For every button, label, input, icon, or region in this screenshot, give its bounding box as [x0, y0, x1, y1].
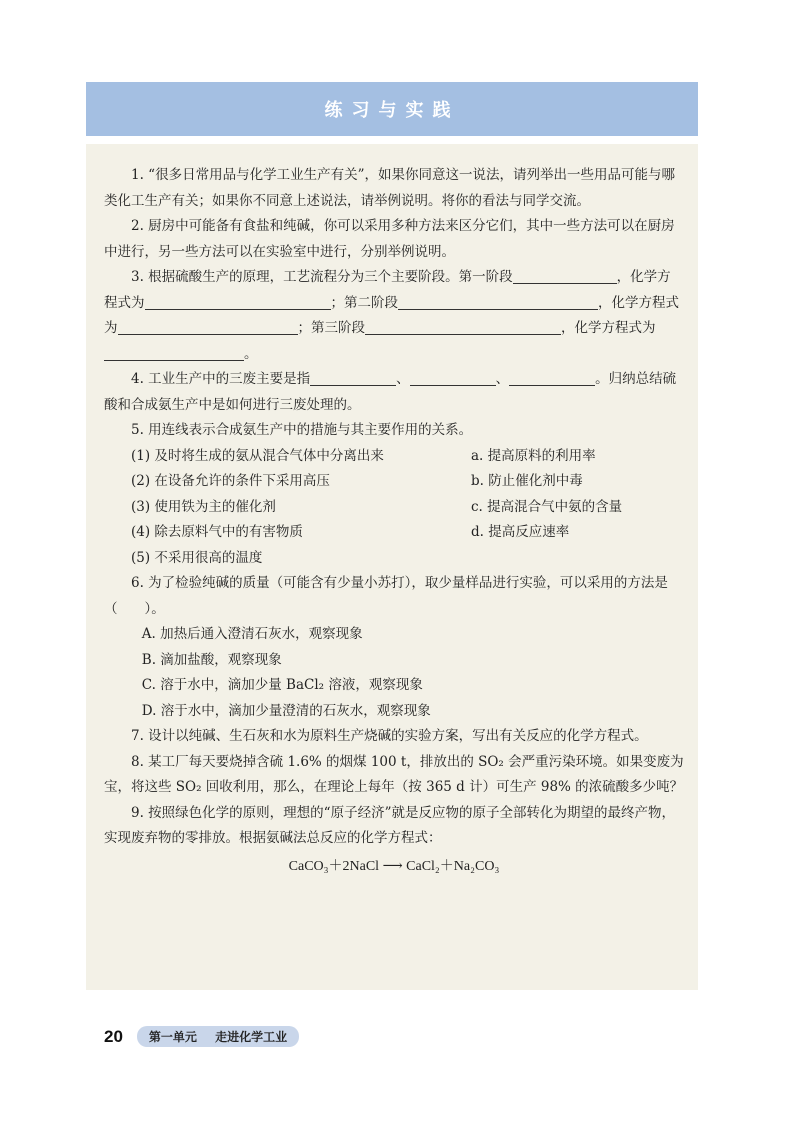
match-row — [104, 469, 684, 495]
match-row — [104, 444, 684, 470]
match-row — [104, 520, 684, 546]
question-3-text: ；第二阶段 — [330, 294, 398, 311]
option-b[interactable]: B. 滴加盐酸，观察现象 — [141, 651, 282, 668]
measure-item[interactable]: (1) 及时将生成的氨从混合气体中分离出来 — [131, 447, 384, 464]
unit-title: 走进化学工业 — [215, 1030, 288, 1044]
question-3-text: ，化学方程式为 — [561, 320, 656, 336]
measure-item[interactable]: (5) 不采用很高的温度 — [131, 549, 263, 566]
page-number: 20 — [104, 1026, 123, 1046]
page-footer — [104, 1026, 299, 1047]
question-4-text: 4. 工业生产中的三废主要是指 — [131, 371, 311, 387]
question-1: 1. “很多日常用品与化学工业生产有关”，如果你同意这一说法，请列举出一些用品可能与哪类化工生产有关；如果你不同意上述说法，请举例说明。将你的看法与同学交流。 — [104, 167, 675, 209]
question-9: 9. 按照绿色化学的原则，理想的“原子经济”就是反应物的原子全部转化为期望的最终产物，实现废弃物的零排放。根据氨碱法总反应的化学方程式： — [104, 804, 675, 846]
effect-item[interactable]: d. 提高反应速率 — [471, 524, 570, 540]
separator: 、 — [495, 371, 510, 387]
answer-blank[interactable] — [118, 318, 298, 335]
answer-blank[interactable] — [509, 369, 595, 386]
question-4 — [104, 367, 684, 418]
answer-blank[interactable] — [310, 369, 396, 386]
question-5: 5. 用连线表示合成氨生产中的措施与其主要作用的关系。 — [131, 422, 473, 438]
effect-item[interactable]: c. 提高混合气中氨的含量 — [471, 498, 623, 515]
separator: 、 — [396, 371, 410, 387]
effect-item[interactable]: b. 防止催化剂中毒 — [471, 473, 583, 489]
unit-label — [137, 1026, 299, 1047]
answer-blank[interactable] — [410, 369, 496, 386]
answer-blank[interactable] — [398, 293, 598, 310]
question-8: 8. 某工厂每天要烧掉含硫 1.6% 的烟煤 100 t，排放出的 SO₂ 会严重污染环境。如果变废为宝，将这些 SO₂ 回收利用，那么，在理论上每年（按 365 d 计）可生产 98% 的浓硫酸多少吨？ — [104, 753, 684, 795]
question-2: 2. 厨房中可能备有食盐和纯碱，你可以采用多种方法来区分它们，其中一些方法可以在厨房中进行，另一些方法可以在实验室中进行，分别举例说明。 — [104, 218, 675, 260]
question-7: 7. 设计以纯碱、生石灰和水为原料生产烧碱的实验方案，写出有关反应的化学方程式。 — [131, 728, 648, 744]
measure-item[interactable]: (2) 在设备允许的条件下采用高压 — [131, 473, 330, 489]
effect-item — [471, 546, 684, 572]
answer-blank[interactable] — [104, 344, 244, 361]
question-3-text: ，化学方程式为 — [104, 269, 671, 311]
unit-number: 第一单元 — [148, 1030, 197, 1044]
question-3-text: ；第三阶段 — [297, 320, 365, 336]
option-d[interactable]: D. 溶于水中，滴加少量澄清的石灰水，观察现象 — [141, 702, 431, 719]
option-c[interactable]: C. 溶于水中，滴加少量 BaCl₂ 溶液，观察现象 — [141, 677, 423, 693]
measure-item[interactable]: (4) 除去原料气中的有害物质 — [131, 524, 303, 540]
match-row — [104, 546, 684, 572]
question-3 — [104, 265, 684, 367]
chemical-equation: CaCO₃＋2NaCl ⟶ CaCl₂＋Na₂CO₃ — [288, 858, 500, 874]
match-row — [104, 495, 684, 521]
option-a[interactable]: A. 加热后通入澄清石灰水，观察现象 — [141, 626, 363, 642]
question-3-text: 。 — [244, 345, 258, 362]
measure-item[interactable]: (3) 使用铁为主的催化剂 — [131, 498, 276, 515]
question-3-text: 3. 根据硫酸生产的原理，工艺流程分为三个主要阶段。第一阶段 — [131, 269, 513, 285]
question-3-text: ，化学方程式为 — [104, 294, 679, 336]
question-6: 6. 为了检验纯碱的质量（可能含有少量小苏打），取少量样品进行实验，可以采用的方法是（ ）。 — [104, 575, 668, 617]
answer-blank[interactable] — [365, 318, 561, 335]
section-header — [86, 82, 698, 136]
effect-item[interactable]: a. 提高原料的利用率 — [471, 447, 596, 464]
question-4-text: 。归纳总结硫酸和合成氨生产中是如何进行三废处理的。 — [104, 371, 677, 413]
section-title: 练习与实践 — [324, 100, 460, 121]
answer-blank[interactable] — [513, 267, 617, 284]
exercise-content — [104, 163, 684, 879]
answer-blank[interactable] — [145, 293, 331, 310]
